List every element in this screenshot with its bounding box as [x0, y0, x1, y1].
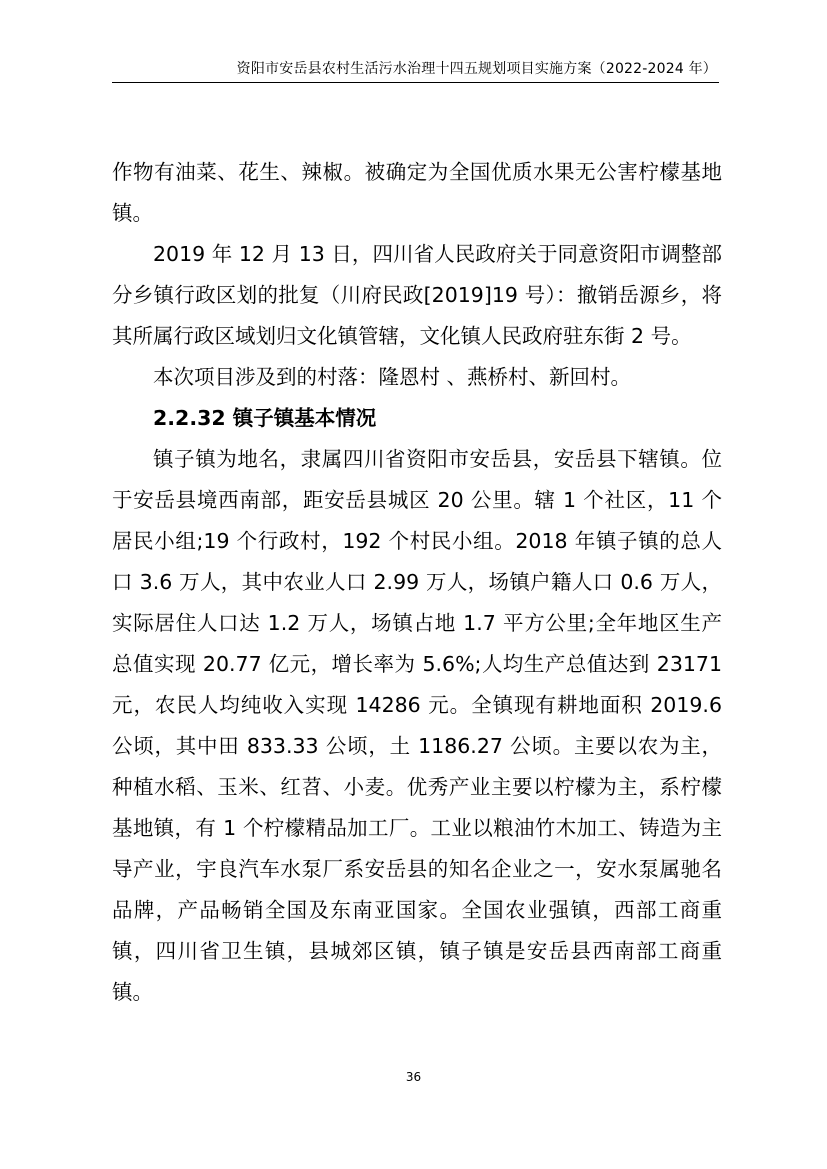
- page-header: 资阳市安岳县农村生活污水治理十四五规划项目实施方案（2022-2024 年）: [236, 61, 717, 77]
- page-number: 36: [405, 1070, 422, 1084]
- paragraph-town-overview: 镇子镇为地名，隶属四川省资阳市安岳县，安岳县下辖镇。位于安岳县境西南部，距安岳县城区 20 公里。辖 1 个社区，11 个居民小组;19 个行政村，192 个村民小组。2018 年镇子镇的总人口 3.6 万人，其中农业人口 2.99 万人，场镇户籍人口 0.6 万人，实际居住人口达 1.2 万人，场镇占地 1.7 平方公里;全年地区生产总值实现 20.77 亿元，增长率为 5.6%;人均生产总值达到 23171 元，农民人均纯收入实现 14286 元。全镇现有耕地面积 2019.6 公顷，其中田 833.33 公顷，土 1186.27 公顷。主要以农为主，种植水稻、玉米、红苕、小麦。优秀产业主要以柠檬为主，系柠檬基地镇，有 1 个柠檬精品加工厂。工业以粮油竹木加工、铸造为主导产业，宇良汽车水泵厂系安岳县的知名企业之一，安水泵属驰名品牌，产品畅销全国及东南亚国家。全国农业强镇，西部工商重镇，四川省卫生镇，县城郊区镇，镇子镇是安岳县西南部工商重镇。: [112, 447, 722, 1004]
- header-divider: [112, 82, 719, 83]
- paragraph-crops: 作物有油菜、花生、辣椒。被确定为全国优质水果无公害柠檬基地镇。: [112, 160, 722, 225]
- section-heading: 2.2.32 镇子镇基本情况: [153, 406, 377, 430]
- document-body: [112, 152, 722, 1013]
- paragraph-villages: 本次项目涉及到的村落：隆恩村 、燕桥村、新回村。: [153, 365, 632, 389]
- paragraph-approval: 2019 年 12 月 13 日，四川省人民政府关于同意资阳市调整部分乡镇行政区划的批复（川府民政[2019]19 号）：撤销岳源乡，将其所属行政区域划归文化镇管辖，文化镇人民政府驻东街 2 号。: [112, 242, 722, 348]
